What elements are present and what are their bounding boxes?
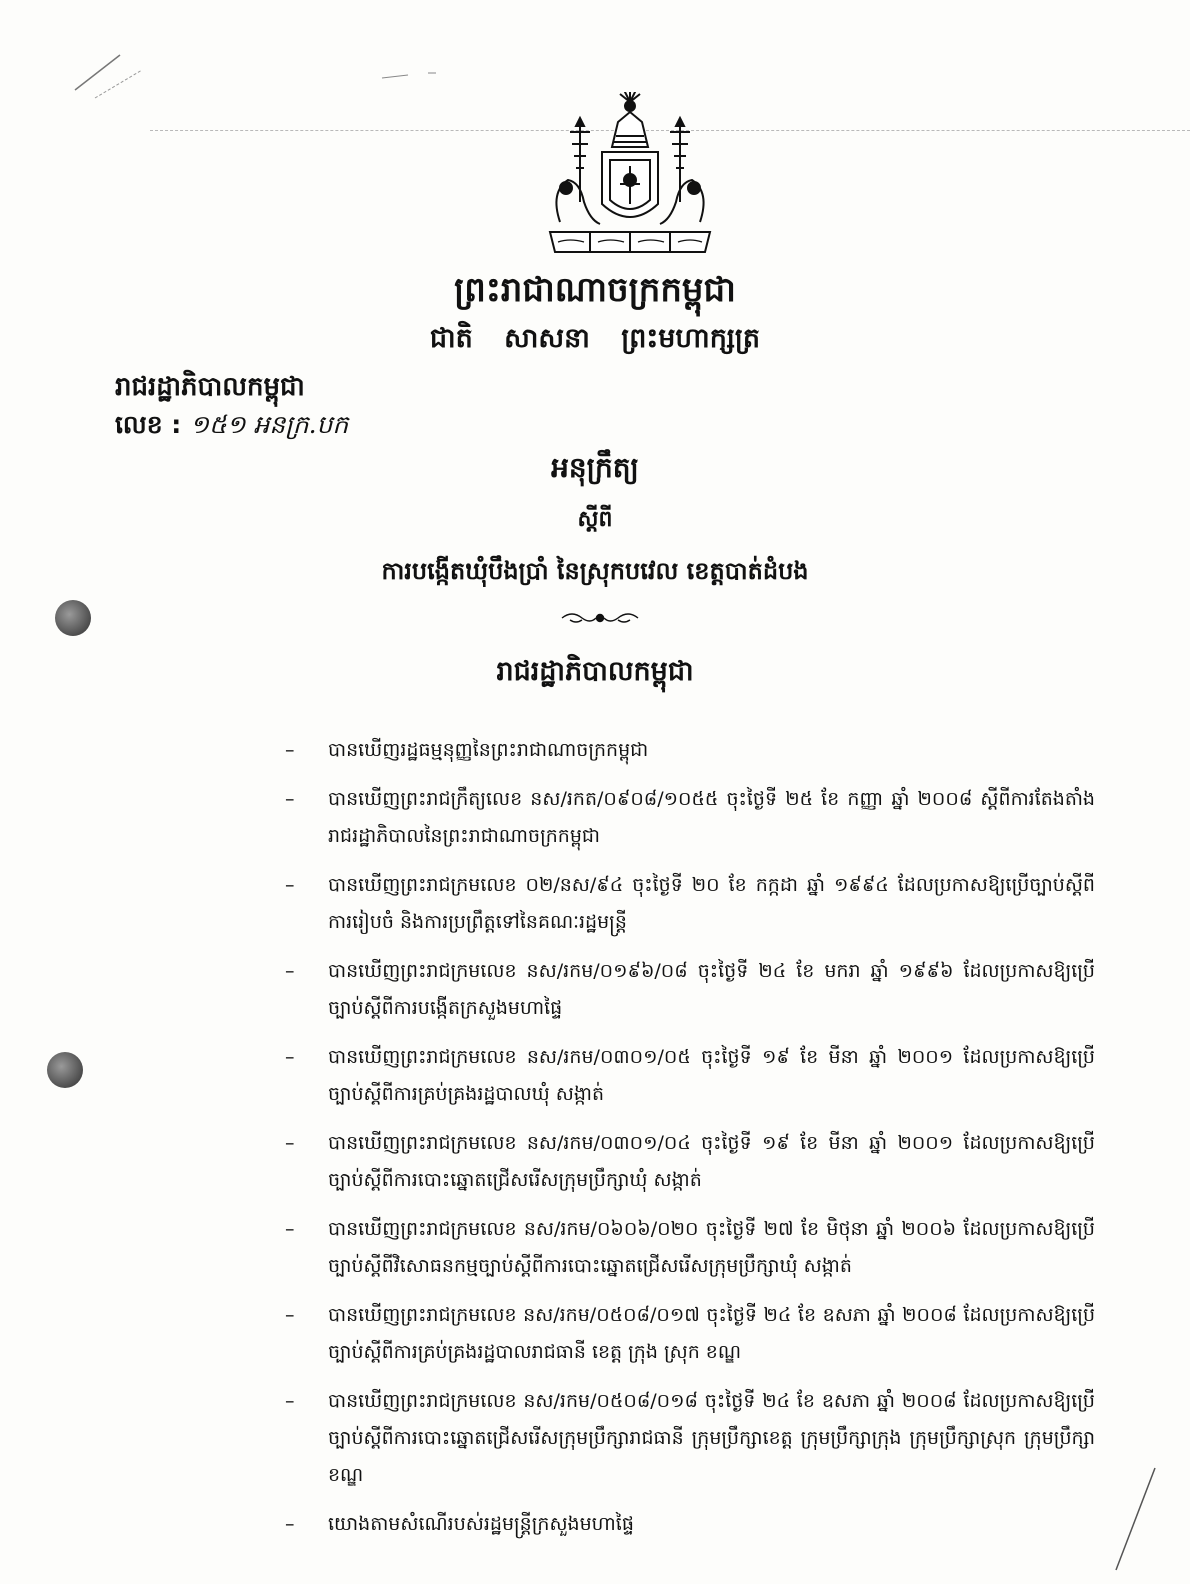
corner-mark	[1110, 1464, 1160, 1574]
decree-heading: អនុក្រឹត្យ	[551, 451, 639, 484]
preamble-item: – បានឃើញព្រះរាជក្រឹត្យលេខ នស/រកត/០៩០៨/១០៥៥ ចុះថ្ងៃទី ២៥ ខែ កញ្ញា ឆ្នាំ ២០០៨ ស្តីពីការតែងតាំងរាជរដ្ឋាភិបាលនៃព្រះរាជាណាចក្រកម្ពុជា	[285, 781, 1095, 855]
royal-coat-of-arms-icon	[540, 92, 720, 262]
pencil-mark	[70, 50, 150, 110]
issuing-government: រាជរដ្ឋាភិបាលកម្ពុជា	[115, 372, 305, 402]
preamble-list	[285, 732, 1095, 1555]
reference-number	[115, 410, 348, 446]
preamble-item: – បានឃើញព្រះរាជក្រមលេខ នស/រកម/០៣០១/០៤ ចុះថ្ងៃទី ១៩ ខែ មីនា ឆ្នាំ ២០០១ ដែលប្រកាសឱ្យប្រើច្បាប់ស្តីពីការបោះឆ្នោតជ្រើសរើសក្រុមប្រឹក្សាឃុំ សង្កាត់	[285, 1125, 1095, 1199]
punch-hole	[55, 600, 91, 636]
reference-label: លេខ :	[115, 410, 182, 439]
preamble-item: – យោងតាមសំណើរបស់រដ្ឋមន្ត្រីក្រសួងមហាផ្ទៃ	[285, 1506, 1095, 1543]
issuer-heading: រាជរដ្ឋាភិបាលកម្ពុជា	[496, 656, 694, 687]
decree-subject: ការបង្កើតឃុំបឹងប្រាំ នៃស្រុកបវេល ខេត្តបាត់ដំបង	[381, 557, 809, 585]
stray-mark	[380, 70, 460, 82]
preamble-item: – បានឃើញព្រះរាជក្រមលេខ នស/រកម/០៣០១/០៥ ចុះថ្ងៃទី ១៩ ខែ មីនា ឆ្នាំ ២០០១ ដែលប្រកាសឱ្យប្រើច្បាប់ស្តីពីការគ្រប់គ្រងរដ្ឋបាលឃុំ សង្កាត់	[285, 1039, 1095, 1113]
preamble-item: – បានឃើញព្រះរាជក្រមលេខ ០២/នស/៩៤ ចុះថ្ងៃទី ២០ ខែ កក្កដា ឆ្នាំ ១៩៩៤ ដែលប្រកាសឱ្យប្រើច្បាប់ស្តីពីការរៀបចំ និងការប្រព្រឹត្តទៅនៃគណៈរដ្ឋមន្ត្រី	[285, 867, 1095, 941]
preamble-item: – បានឃើញព្រះរាជក្រមលេខ នស/រកម/០១៩៦/០៨ ចុះថ្ងៃទី ២៤ ខែ មករា ឆ្នាំ ១៩៩៦ ដែលប្រកាសឱ្យប្រើច្បាប់ស្តីពីការបង្កើតក្រសួងមហាផ្ទៃ	[285, 953, 1095, 1027]
preamble-item: – បានឃើញព្រះរាជក្រមលេខ នស/រកម/០៥០៨/០១៨ ចុះថ្ងៃទី ២៤ ខែ ឧសភា ឆ្នាំ ២០០៨ ដែលប្រកាសឱ្យប្រើច្បាប់ស្តីពីការបោះឆ្នោតជ្រើសរើសក្រុមប្រឹក្សារាជធានី ក្រុមប្រឹក្សាខេត្ត ក្រុមប្រឹក្សាក្រុង ក្រុមប្រឹក្សាស្រុក ក្រុមប្រឹក្សាខណ្ឌ	[285, 1383, 1095, 1494]
kingdom-title: ព្រះរាជាណាចក្រកម្ពុជា	[454, 270, 736, 310]
national-motto: ជាតិ សាសនា ព្រះមហាក្សត្រ	[429, 323, 761, 354]
preamble-item: – បានឃើញព្រះរាជក្រមលេខ នស/រកម/០៦០៦/០២០ ចុះថ្ងៃទី ២៧ ខែ មិថុនា ឆ្នាំ ២០០៦ ដែលប្រកាសឱ្យប្រើច្បាប់ស្តីពីវិសោធនកម្មច្បាប់ស្តីពីការបោះឆ្នោតជ្រើសរើសក្រុមប្រឹក្សាឃុំ សង្កាត់	[285, 1211, 1095, 1285]
preamble-item: – បានឃើញព្រះរាជក្រមលេខ នស/រកម/០៥០៨/០១៧ ចុះថ្ងៃទី ២៤ ខែ ឧសភា ឆ្នាំ ២០០៨ ដែលប្រកាសឱ្យប្រើច្បាប់ស្តីពីការគ្រប់គ្រងរដ្ឋបាលរាជធានី ខេត្ត ក្រុង ស្រុក ខណ្ឌ	[285, 1297, 1095, 1371]
preamble-item: – បានឃើញរដ្ឋធម្មនុញ្ញនៃព្រះរាជាណាចក្រកម្ពុជា	[285, 732, 1095, 769]
decree-about-label: ស្តីពី	[577, 507, 613, 532]
punch-hole	[47, 1052, 83, 1088]
reference-value: ១៥១ អនក្រ.បក	[190, 410, 349, 439]
flourish-ornament-icon	[560, 606, 640, 630]
